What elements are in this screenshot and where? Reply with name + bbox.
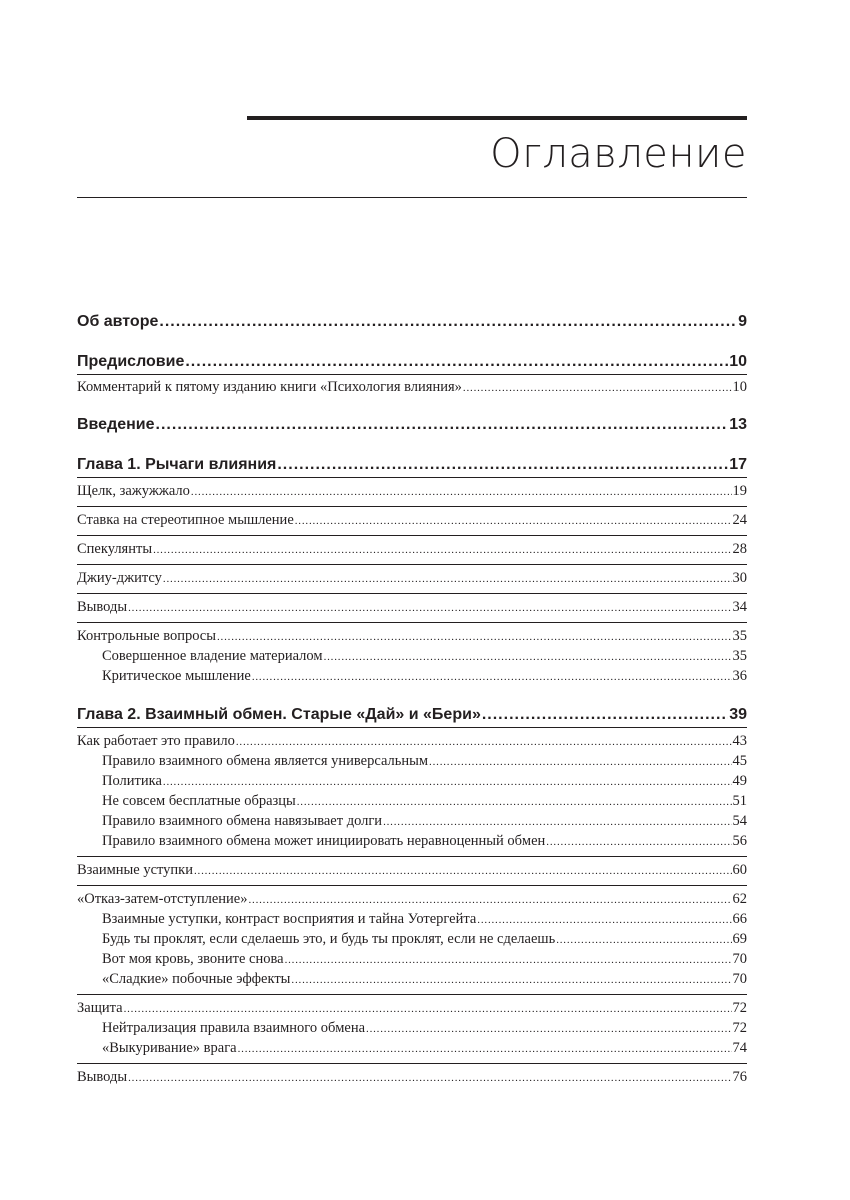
toc-entry-page: 28 [732,541,747,557]
toc-entry-page: 17 [729,454,747,476]
toc-entry-page: 60 [732,862,747,878]
toc-entry-rule-universal[interactable] [77,751,747,771]
toc-entry-watergate[interactable] [77,909,747,929]
dot-leader [324,647,732,667]
toc-entry-page: 10 [729,351,747,373]
toc-entry-label: Защита [77,1000,123,1016]
toc-entry-label: Правило взаимного обмена навязывает долги [77,811,382,831]
toc-entry-label: Взаимные уступки [77,862,193,878]
toc-entry-label: Критическое мышление [77,666,251,686]
dot-leader [291,970,731,990]
dot-leader [217,627,732,647]
toc-entry-page: 56 [732,833,747,849]
toc-entry-page: 24 [732,512,747,528]
toc-entry-profiteers[interactable] [77,535,747,559]
dot-leader [252,667,732,687]
toc-entry-page: 19 [732,483,747,499]
toc-entry-review-questions[interactable] [77,622,747,646]
dot-leader [191,482,732,502]
toc-entry-material-mastery[interactable] [77,646,747,666]
toc-entry-label: Выводы [77,1069,128,1085]
toc-entry-page: 39 [729,704,747,726]
dot-leader [477,910,731,930]
toc-entry-mutual-concessions[interactable] [77,856,747,880]
toc-entry-label: Не совсем бесплатные образцы [77,791,296,811]
dot-leader [366,1019,731,1039]
toc-entry-my-blood[interactable] [77,949,747,969]
toc-entry-page: 34 [732,599,747,615]
toc-entry-page: 13 [729,414,747,436]
toc-entry-rejection-then-retreat[interactable] [77,885,747,909]
toc-entry-jiu-jitsu[interactable] [77,564,747,588]
toc-entry-label: Щелк, зажужжало [77,483,190,499]
toc-entry-label: Вот моя кровь, звоните снова [77,949,284,969]
dot-leader [194,861,732,881]
dot-leader [295,511,732,531]
toc-entry-page: 35 [732,628,747,644]
toc-entry-label: Джиу-джитсу [77,570,162,586]
toc-entry-label: Правило взаимного обмена может инициировать неравноценный обмен [77,831,545,851]
dot-leader [185,351,728,373]
toc-entry-page: 69 [732,931,747,947]
toc-entry-page: 9 [738,311,747,333]
toc-entry-click-whirr[interactable] [77,477,747,501]
dot-leader [277,454,728,476]
toc-entry-defense[interactable] [77,994,747,1018]
toc-entry-label: «Выкуривание» врага [77,1038,237,1058]
toc-entry-conclusions-2[interactable] [77,1063,747,1087]
toc-entry-introduction[interactable] [77,414,747,436]
dot-leader [124,999,732,1019]
toc-entry-label: «Сладкие» побочные эффекты [77,969,290,989]
toc-entry-page: 35 [732,648,747,664]
toc-entry-page: 76 [732,1069,747,1085]
dot-leader [297,792,732,812]
toc-entry-unequal-exchange[interactable] [77,831,747,851]
dot-leader [463,378,732,398]
toc-entry-label: Глава 1. Рычаги влияния [77,454,276,476]
toc-entry-page: 74 [732,1040,747,1056]
page-title: Оглавление [490,131,747,177]
dot-leader [153,540,731,560]
dot-leader [556,930,731,950]
toc-entry-page: 10 [732,379,747,395]
toc-entry-label: Нейтрализация правила взаимного обмена [77,1018,365,1038]
toc-entry-page: 43 [732,733,747,749]
toc-entry-about-author[interactable] [77,311,747,333]
toc-entry-label: Взаимные уступки, контраст восприятия и тайна Уотергейта [77,909,476,929]
toc-entry-page: 62 [732,891,747,907]
toc-entry-label: Глава 2. Взаимный обмен. Старые «Дай» и «Бери» [77,704,481,726]
toc-entry-page: 70 [732,951,747,967]
toc-entry-label: Предисловие [77,351,184,373]
toc-entry-smoking-out-enemy[interactable] [77,1038,747,1058]
toc-entry-politics[interactable] [77,771,747,791]
toc-entry-imposes-debts[interactable] [77,811,747,831]
dot-leader [238,1039,732,1059]
toc-entry-page: 54 [732,813,747,829]
dot-leader [128,1068,731,1088]
toc-entry-page: 70 [732,971,747,987]
toc-entry-label: «Отказ-затем-отступление» [77,891,248,907]
dot-leader [236,732,732,752]
dot-leader [482,704,728,726]
dot-leader [128,598,731,618]
toc-entry-label: Комментарий к пятому изданию книги «Психология влияния» [77,379,462,395]
toc-entry-preface[interactable] [77,351,747,373]
toc-entry-page: 36 [732,668,747,684]
toc-entry-conclusions-1[interactable] [77,593,747,617]
dot-leader [159,311,737,333]
toc-entry-label: Будь ты проклят, если сделаешь это, и будь ты проклят, если не сделаешь [77,929,555,949]
toc-entry-page: 51 [732,793,747,809]
toc-entry-label: Правило взаимного обмена является универсальным [77,751,428,771]
toc-entry-chapter-2[interactable] [77,704,747,726]
toc-entry-chapter-1[interactable] [77,454,747,476]
toc-entry-label: Политика [77,771,162,791]
title-bottom-rule [77,197,747,198]
toc-entry-page: 30 [732,570,747,586]
dot-leader [429,752,731,772]
toc-entry-label: Об авторе [77,311,158,333]
toc-entry-page: 72 [732,1020,747,1036]
toc-entry-damned-if-you-do[interactable] [77,929,747,949]
toc-entry-label: Введение [77,414,155,436]
toc-entry-page: 66 [732,911,747,927]
toc-entry-page: 49 [732,773,747,789]
toc-entry-label: Ставка на стереотипное мышление [77,512,294,528]
dot-leader [383,812,731,832]
dot-leader [285,950,732,970]
toc-entry-neutralization[interactable] [77,1018,747,1038]
toc-entry-label: Контрольные вопросы [77,628,216,644]
toc-entry-critical-thinking[interactable] [77,666,747,686]
toc-entry-how-rule-works[interactable] [77,727,747,751]
toc-entry-free-samples[interactable] [77,791,747,811]
title-top-rule [247,116,747,120]
dot-leader [156,414,729,436]
dot-leader [546,832,731,852]
toc-entry-page: 45 [732,753,747,769]
toc-entry-page: 72 [732,1000,747,1016]
toc-entry-label: Как работает это правило [77,733,235,749]
toc-entry-label: Спекулянты [77,541,153,557]
dot-leader [163,772,732,792]
toc-entry-label: Совершенное владение материалом [77,646,323,666]
toc-entry-label: Выводы [77,599,128,615]
table-of-contents [77,300,747,1087]
dot-leader [248,890,731,910]
toc-entry-fifth-edition-comment[interactable] [77,374,747,397]
toc-entry-stereotype[interactable] [77,506,747,530]
dot-leader [163,569,732,589]
toc-entry-sweet-side-effects[interactable] [77,969,747,989]
